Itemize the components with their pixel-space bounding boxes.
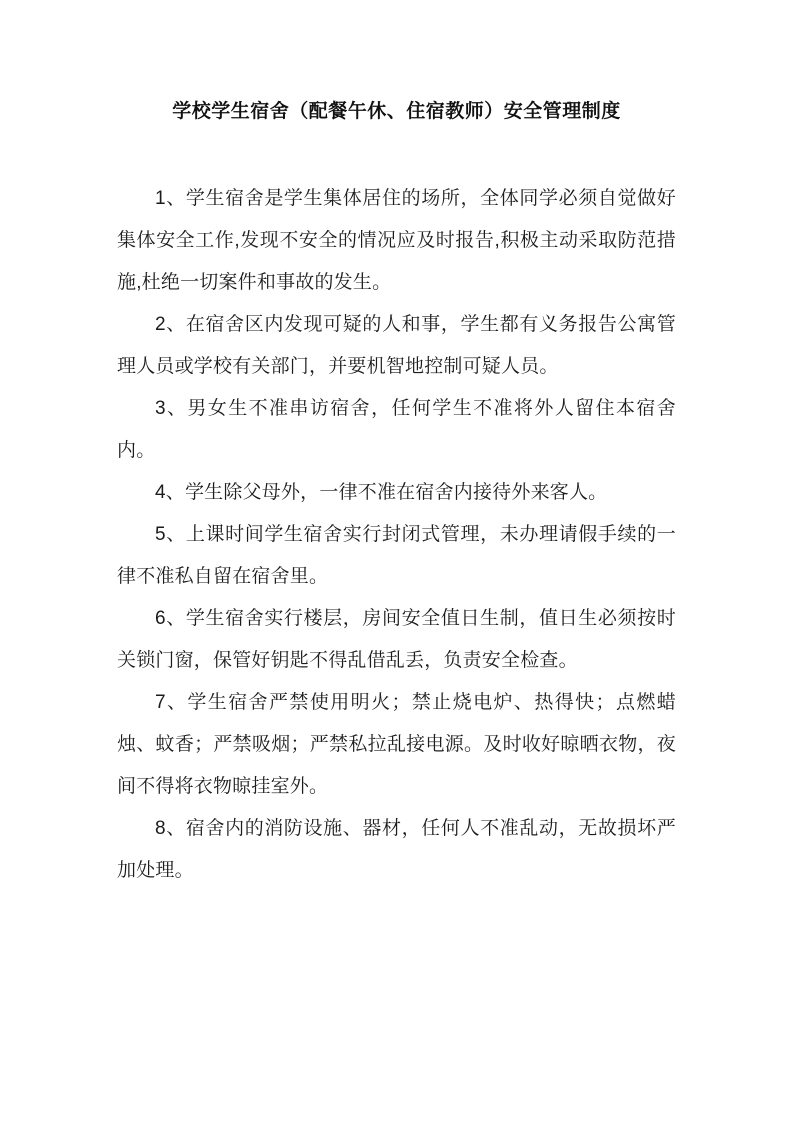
paragraph-rule-8: 8、宿舍内的消防设施、器材，任何人不准乱动，无故损坏严加处理。 bbox=[117, 818, 676, 881]
paragraph-rule-6: 6、学生宿舍实行楼层，房间安全值日生制，值日生必须按时关锁门窗，保管好钥匙不得乱借乱丢，负责安全检查。 bbox=[117, 608, 676, 671]
paragraph-rule-5: 5、上课时间学生宿舍实行封闭式管理，未办理请假手续的一律不准私自留在宿舍里。 bbox=[117, 524, 676, 587]
document-body bbox=[117, 178, 676, 892]
paragraph-rule-4: 4、学生除父母外，一律不准在宿舍内接待外来客人。 bbox=[155, 482, 608, 503]
paragraph-rule-1: 1、学生宿舍是学生集体居住的场所，全体同学必须自觉做好集体安全工作,发现不安全的情况应及时报告,积极主动采取防范措施,杜绝一切案件和事故的发生。 bbox=[117, 188, 676, 293]
paragraph-rule-7: 7、学生宿舍严禁使用明火；禁止烧电炉、热得快；点燃蜡烛、蚊香；严禁吸烟；严禁私拉乱接电源。及时收好晾晒衣物，夜间不得将衣物晾挂室外。 bbox=[117, 692, 676, 797]
paragraph-rule-2: 2、在宿舍区内发现可疑的人和事，学生都有义务报告公寓管理人员或学校有关部门，并要机智地控制可疑人员。 bbox=[117, 314, 676, 377]
paragraph-rule-3: 3、男女生不准串访宿舍，任何学生不准将外人留住本宿舍内。 bbox=[117, 398, 676, 461]
document-title: 学校学生宿舍（配餐午休、住宿教师）安全管理制度 bbox=[172, 101, 621, 122]
